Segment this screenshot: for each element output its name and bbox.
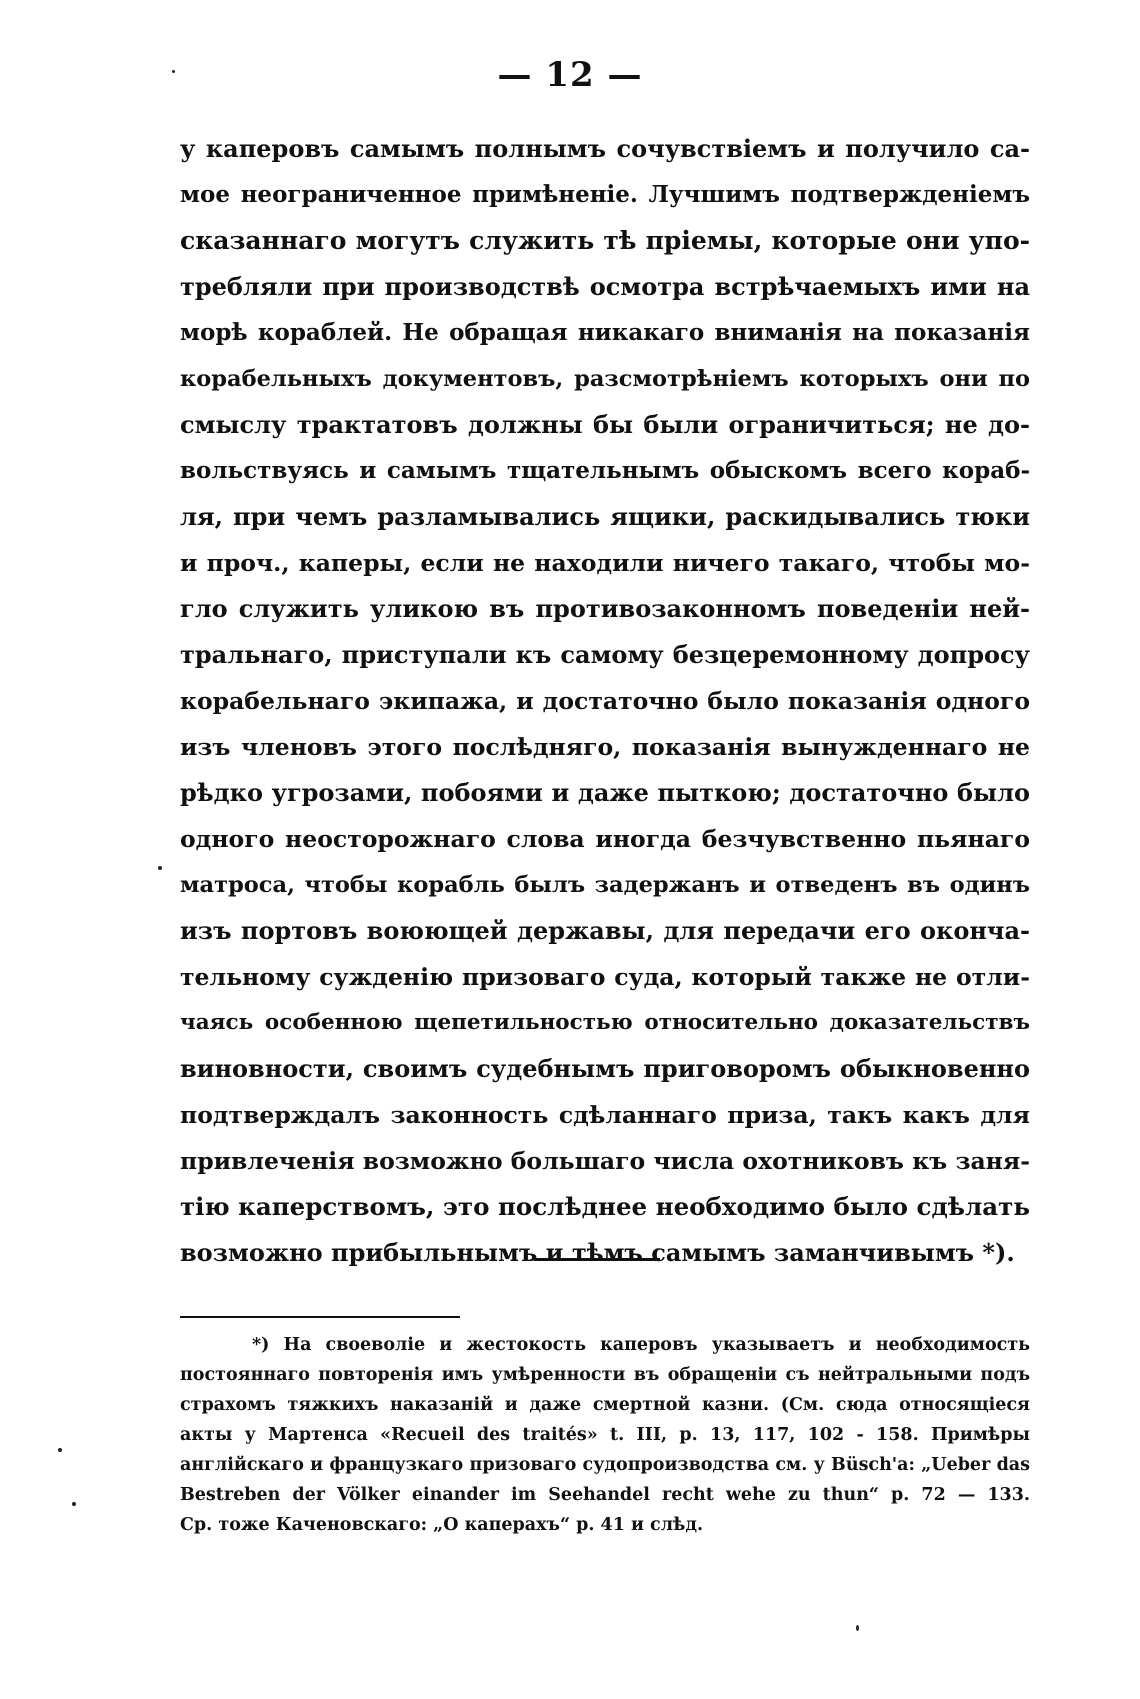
footnote-line: Bestreben der Völker einander im Seehandel recht wehe zu thun“ p. 72 — 133.: [180, 1485, 1030, 1505]
text-line: подтверждалъ законность сдѣланнаго приза, такъ какъ для: [180, 1101, 1030, 1129]
text-line: одного неосторожнаго слова иногда безчувственно пьянаго: [180, 825, 1030, 853]
footnote-line: страхомъ тяжкихъ наказаній и даже смертной казни. (См. сюда относящіеся: [180, 1395, 1030, 1415]
scan-speck: [72, 1502, 76, 1506]
text-line: корабельнаго экипажа, и достаточно было показанія одного: [180, 687, 1030, 715]
page-number: — 12 —: [497, 55, 643, 95]
scan-speck: [856, 1625, 859, 1631]
text-line: матроса, чтобы корабль былъ задержанъ и отведенъ въ одинъ: [180, 872, 1030, 898]
text-line: рѣдко угрозами, побоями и даже пыткою; достаточно было: [180, 778, 1030, 807]
text-line: чаясь особенною щепетильностью относительно доказательствъ: [180, 1010, 1030, 1035]
text-line: изъ членовъ этого послѣдняго, показанія вынужденнаго не: [180, 733, 1030, 761]
footnote-line: Ср. тоже Каченовскаго: „О каперахъ“ p. 41 и слѣд.: [180, 1515, 704, 1535]
text-line: смыслу трактатовъ должны бы были ограничиться; не до-: [180, 410, 1030, 439]
text-line: гло служить уликою въ противозаконномъ поведеніи ней-: [180, 594, 1030, 623]
footnote-line: *) На своеволіе и жестокость каперовъ указываетъ и необходимость: [252, 1335, 1030, 1355]
scan-speck: [172, 70, 175, 73]
text-line: привлеченія возможно большаго числа охотниковъ къ заня-: [180, 1147, 1030, 1175]
text-line: тію каперствомъ, это послѣднее необходимо было сдѣлать: [180, 1192, 1030, 1221]
text-line: тральнаго, приступали къ самому безцеремонному допросу: [180, 640, 1030, 669]
main-text: [180, 126, 1030, 1276]
text-line: ля, при чемъ разламывались ящики, раскидывались тюки: [180, 502, 1030, 531]
scan-speck: [58, 1448, 62, 1452]
text-line: изъ портовъ воюющей державы, для передачи его оконча-: [180, 916, 1030, 945]
text-line: тельному сужденію призоваго суда, который также не отли-: [180, 963, 1030, 991]
footnote-divider: [180, 1316, 460, 1318]
footnote: [180, 1330, 1030, 1540]
text-line: вольствуясь и самымъ тщательнымъ обыскомъ всего кораб-: [180, 457, 1030, 484]
text-line: возможно прибыльнымъ и тѣмъ самымъ заманчивымъ *).: [180, 1238, 1015, 1267]
section-divider: [534, 1258, 660, 1261]
text-line: у каперовъ самымъ полнымъ сочувствіемъ и получило са-: [180, 134, 1030, 163]
text-line: требляли при производствѣ осмотра встрѣчаемыхъ ими на: [180, 272, 1030, 301]
text-line: виновности, своимъ судебнымъ приговоромъ обыкновенно: [180, 1054, 1030, 1083]
footnote-line: англійскаго и французкаго призоваго судопроизводства см. у Büsch'a: „Ueber das: [180, 1455, 1030, 1475]
text-line: сказаннаго могутъ служить тѣ пріемы, которые они упо-: [180, 226, 1030, 255]
text-line: и проч., каперы, если не находили ничего такаго, чтобы мо-: [180, 549, 1030, 577]
text-line: морѣ кораблей. Не обращая никакаго вниманія на показанія: [180, 319, 1030, 346]
text-line: корабельныхъ документовъ, разсмотрѣніемъ которыхъ они по: [180, 366, 1030, 392]
text-line: мое неограниченное примѣненіе. Лучшимъ подтвержденіемъ: [180, 181, 1030, 208]
scan-speck: [158, 866, 162, 870]
footnote-line: акты у Мартенса «Recueil des traités» t. III, p. 13, 117, 102 - 158. Примѣры: [180, 1425, 1030, 1445]
footnote-line: постояннаго повторенія имъ умѣренности въ обращеніи съ нейтральными подъ: [180, 1365, 1030, 1385]
